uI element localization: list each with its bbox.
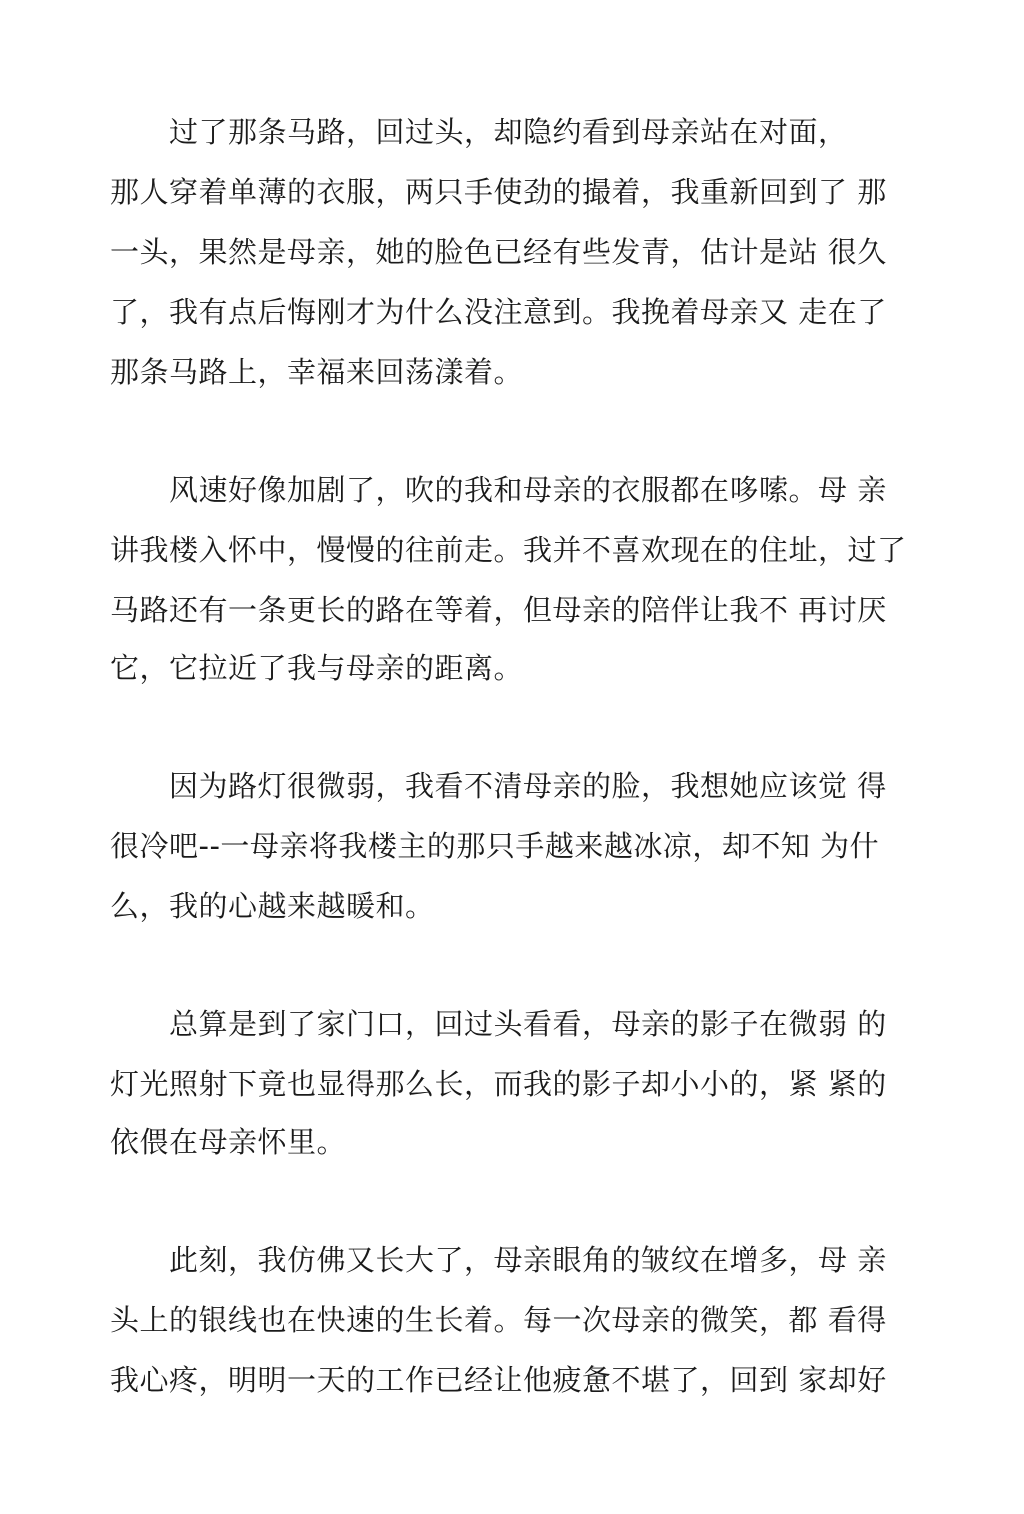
paragraph-5-line-3: 我心疼，明明一天的工作已经让他疲惫不堪了，回到 家却好	[110, 1363, 887, 1397]
paragraph-5-line-2: 头上的银线也在快速的生长着。每一次母亲的微笑，都 看得	[110, 1303, 887, 1337]
paragraph-3-line-2: 很冷吧--一母亲将我楼主的那只手越来越冰凉，却不知 为什	[110, 829, 880, 863]
paragraph-4-line-1: 总算是到了家门口，回过头看看，母亲的影子在微弱 的	[110, 1007, 887, 1041]
paragraph-3-line-1: 因为路灯很微弱，我看不清母亲的脸，我想她应该觉 得	[110, 769, 887, 803]
paragraph-4-line-3: 依偎在母亲怀里。	[110, 1125, 347, 1159]
paragraph-1-line-4: 了，我有点后悔刚才为什么没注意到。我挽着母亲又 走在了	[110, 295, 887, 329]
paragraph-2-line-2: 讲我楼入怀中，慢慢的往前走。我并不喜欢现在的住址，过了	[110, 533, 907, 567]
paragraph-2-line-4: 它，它拉近了我与母亲的距离。	[110, 651, 524, 685]
paragraph-1-line-5: 那条马路上，幸福来回荡漾着。	[110, 355, 524, 389]
paragraph-4-line-2: 灯光照射下竟也显得那么长，而我的影子却小小的，紧 紧的	[110, 1067, 887, 1101]
paragraph-1-line-3: 一头，果然是母亲，她的脸色已经有些发青，估计是站 很久	[110, 235, 887, 269]
paragraph-1-line-2: 那人穿着单薄的衣服，两只手使劲的撮着，我重新回到了 那	[110, 175, 887, 209]
paragraph-3-line-3: 么，我的心越来越暖和。	[110, 889, 435, 923]
paragraph-2-line-1: 风速好像加剧了，吹的我和母亲的衣服都在哆嗦。母 亲	[110, 473, 887, 507]
paragraph-5-line-1: 此刻，我仿佛又长大了，母亲眼角的皱纹在增多，母 亲	[110, 1243, 887, 1277]
paragraph-1-line-1: 过了那条马路，回过头，却隐约看到母亲站在对面，	[110, 115, 848, 149]
paragraph-2-line-3: 马路还有一条更长的路在等着，但母亲的陪伴让我不 再讨厌	[110, 593, 887, 627]
